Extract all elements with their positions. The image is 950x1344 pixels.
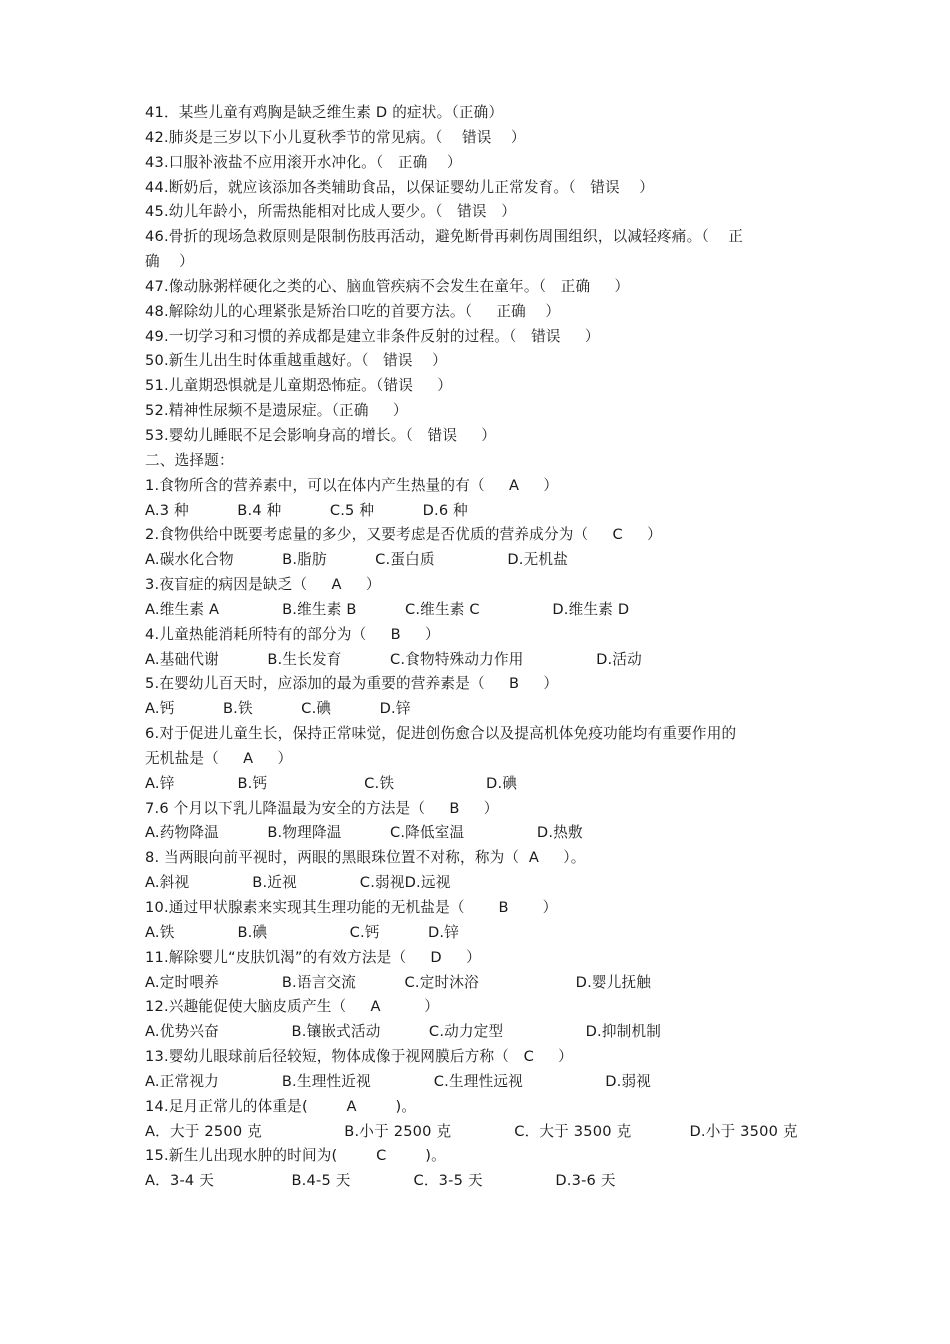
text-line: 53.婴幼儿睡眠不足会影响身高的增长。（ 错误 ） (145, 426, 497, 444)
text-line: 44.断奶后，就应该添加各类辅助食品，以保证婴幼儿正常发育。（ 错误 ） (145, 178, 654, 196)
text-line: A．3-4 天 B.4-5 天 C．3-5 天 D.3-6 天 (145, 1172, 616, 1190)
text-line: A.药物降温 B.物理降温 C.降低室温 D.热敷 (145, 824, 583, 842)
text-line: 1.食物所含的营养素中，可以在体内产生热量的有（ A ） (145, 476, 559, 494)
text-line: 46.骨折的现场急救原则是限制伤肢再活动，避免断骨再刺伤周围组织，以减轻疼痛。（ 正 (145, 228, 744, 246)
text-line: A.优势兴奋 B.镶嵌式活动 C.动力定型 D.抑制机制 (145, 1023, 662, 1041)
text-line: 确 ） (145, 253, 194, 271)
document-body (145, 101, 825, 1194)
text-line: 4.儿童热能消耗所特有的部分为（ B ） (145, 625, 440, 643)
text-line: 8. 当两眼向前平视时，两眼的黑眼珠位置不对称，称为（ A ）。 (145, 849, 586, 867)
text-line: 2.食物供给中既要考虑量的多少，又要考虑是否优质的营养成分为（ C ） (145, 526, 662, 544)
text-line: 二、选择题： (145, 451, 234, 469)
text-line: 43.口服补液盐不应用滚开水冲化。（ 正确 ） (145, 153, 462, 171)
text-line: 15.新生儿出现水肿的时间为( C )。 (145, 1147, 446, 1165)
text-line: A.基础代谢 B.生长发育 C.食物特殊动力作用 D.活动 (145, 650, 642, 668)
text-line: A.斜视 B.近视 C.弱视D.远视 (145, 874, 451, 892)
text-line: A.定时喂养 B.语言交流 C.定时沐浴 D.婴儿抚触 (145, 973, 652, 991)
text-line: 47.像动脉粥样硬化之类的心、脑血管疾病不会发生在童年。（ 正确 ） (145, 277, 630, 295)
text-line: A.铁 B.碘 C.钙 D.锌 (145, 923, 460, 941)
text-line: 51.儿童期恐惧就是儿童期恐怖症。（错误 ） (145, 377, 452, 395)
text-line: 3.夜盲症的病因是缺乏（ A ） (145, 576, 381, 594)
text-line: 42.肺炎是三岁以下小儿夏秋季节的常见病。（ 错误 ） (145, 128, 526, 146)
text-line: 7.6 个月以下乳儿降温最为安全的方法是（ B ） (145, 799, 499, 817)
text-line: A.维生素 A B.维生素 B C.维生素 C D.维生素 D (145, 600, 630, 618)
text-line: A.3 种 B.4 种 C.5 种 D.6 种 (145, 501, 468, 519)
text-line: 无机盐是（ A ） (145, 749, 293, 767)
text-line: A.碳水化合物 B.脂肪 C.蛋白质 D.无机盐 (145, 551, 569, 569)
text-line: 49.一切学习和习惯的养成都是建立非条件反射的过程。（ 错误 ） (145, 327, 600, 345)
text-line: 14.足月正常儿的体重是( A )。 (145, 1097, 417, 1115)
text-line: 6.对于促进儿童生长，保持正常味觉，促进创伤愈合以及提高机体免疫功能均有重要作用的 (145, 725, 737, 743)
text-line: 12.兴趣能促使大脑皮质产生（ A ） (145, 998, 440, 1016)
text-line: 52.精神性尿频不是遗尿症。（正确 ） (145, 402, 408, 420)
text-line: 45.幼儿年龄小，所需热能相对比成人要少。（ 错误 ） (145, 203, 517, 221)
text-line: 10.通过甲状腺素来实现其生理功能的无机盐是（ B ） (145, 899, 558, 916)
text-line: 13.婴幼儿眼球前后径较短，物体成像于视网膜后方称（ C ） (145, 1048, 573, 1066)
text-line: A.锌 B.钙 C.铁 D.碘 (145, 774, 518, 792)
text-line: A.正常视力 B.生理性近视 C.生理性远视 D.弱视 (145, 1072, 652, 1090)
text-line: A．大于 2500 克 B.小于 2500 克 C．大于 3500 克 D.小于 3500 克 (145, 1122, 798, 1140)
text-line: 5.在婴幼儿百天时，应添加的最为重要的营养素是（ B ） (145, 675, 559, 693)
text-line: 41．某些儿童有鸡胸是缺乏维生素 D 的症状。（正确） (145, 104, 504, 121)
text-line: 11.解除婴儿“皮肤饥渴”的有效方法是（ D ） (145, 948, 481, 966)
text-line: 50.新生儿出生时体重越重越好。（ 错误 ） (145, 352, 447, 370)
text-line: A.钙 B.铁 C.碘 D.锌 (145, 700, 411, 718)
text-line: 48.解除幼儿的心理紧张是矫治口吃的首要方法。（ 正确 ） (145, 302, 561, 320)
